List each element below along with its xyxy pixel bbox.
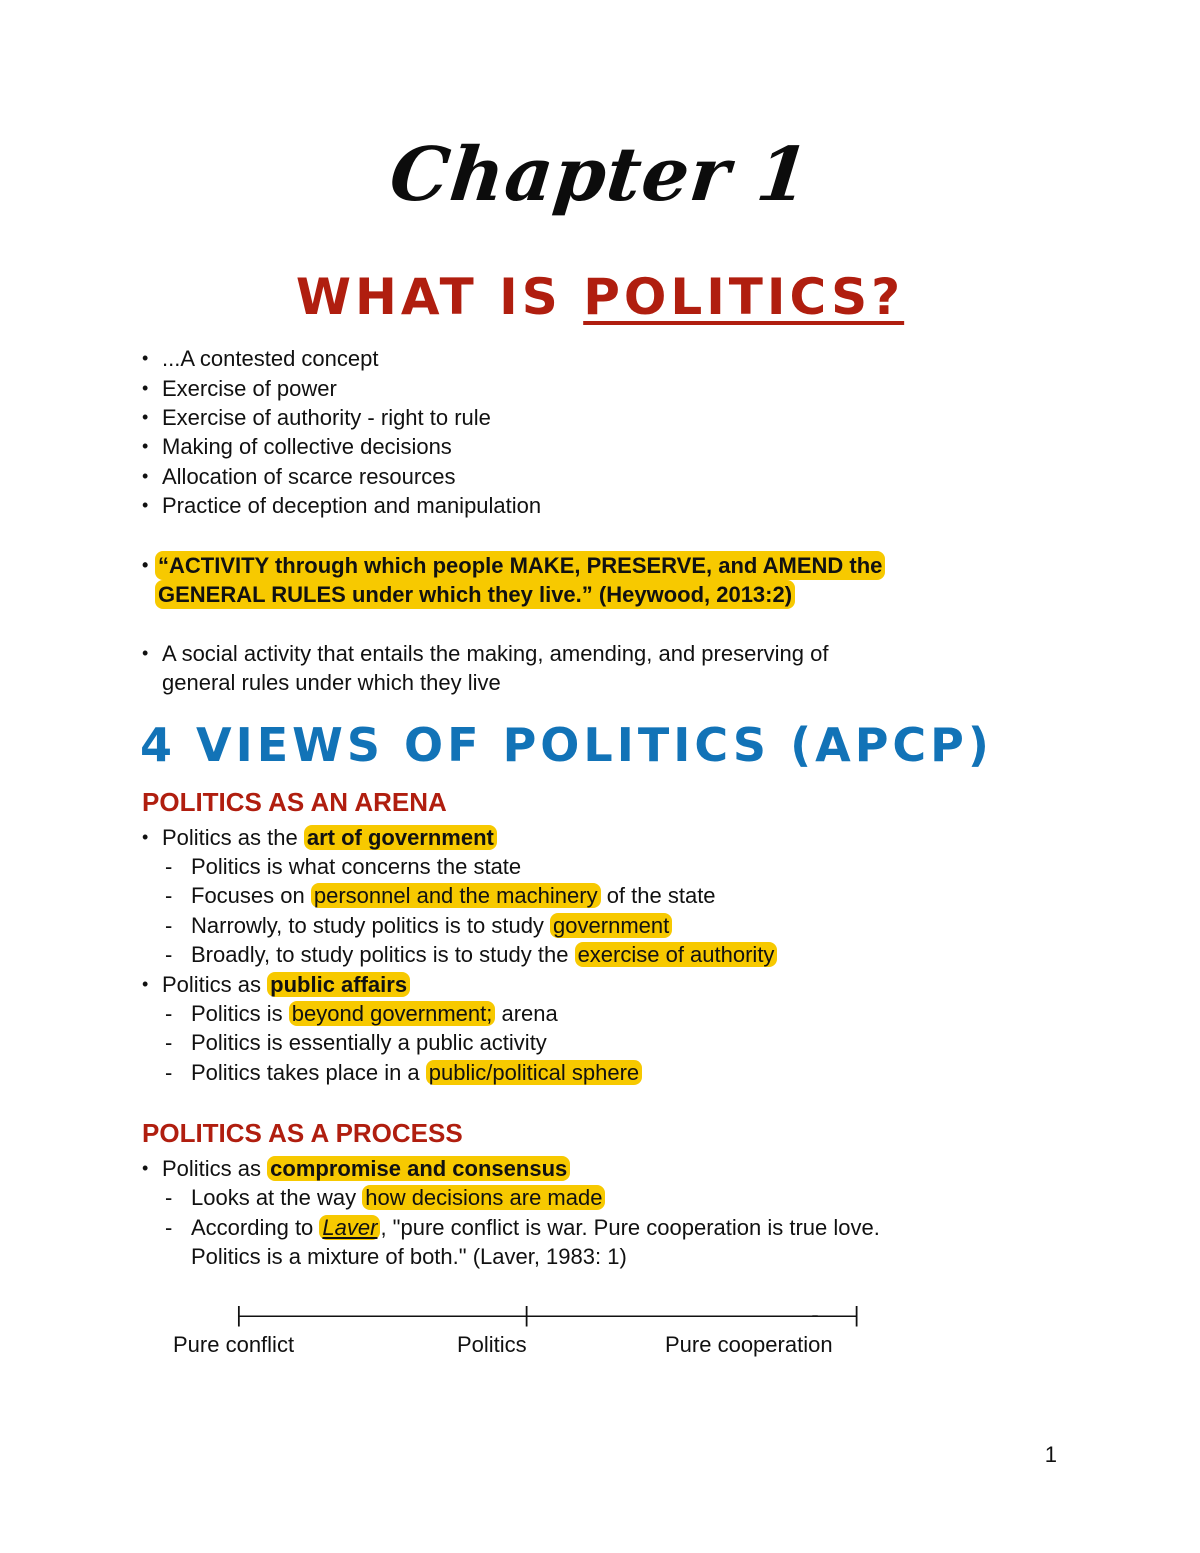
arena-heading: POLITICS AS AN ARENA (142, 787, 447, 817)
sub-text: Focuses on (191, 883, 311, 908)
sub-text: Looks at the way (191, 1185, 363, 1210)
quote-line2: GENERAL RULES under which they live.” (Heywood, 2013:2) (155, 580, 795, 609)
arena-b1-pre: Politics as the (162, 825, 304, 850)
sub-text-post: arena (495, 1001, 558, 1026)
sub-highlight: public/political sphere (426, 1060, 642, 1085)
page-number: 1 (1044, 1442, 1057, 1467)
sub-text: According to (191, 1215, 320, 1240)
sub-highlight: beyond government; (289, 1001, 496, 1026)
process-b1-highlight: compromise and consensus (267, 1156, 570, 1181)
sub-text: Broadly, to study politics is to study the (191, 942, 575, 967)
heading-part1: WHAT IS (295, 268, 584, 326)
spectrum-middle: Politics (457, 1332, 527, 1357)
social-line1: A social activity that entails the making, amending, and preserving of (162, 641, 829, 666)
spectrum-line: |———————————————|———————————————-——| (236, 1302, 857, 1327)
main-heading (0, 268, 1200, 326)
sub-text-post: of the state (600, 883, 716, 908)
list-item-text: Practice of deception and manipulation (162, 493, 542, 518)
laver-highlight: Laver (319, 1215, 380, 1240)
sub-highlight: personnel and the machinery (311, 883, 601, 908)
list-item-text: Exercise of authority - right to rule (162, 405, 491, 430)
quote-line1: “ACTIVITY through which people MAKE, PRESERVE, and AMEND the (155, 551, 885, 580)
sub-text: Politics is essentially a public activity (191, 1030, 547, 1055)
heading-part2: POLITICS? (583, 268, 905, 326)
list-item-text: Making of collective decisions (162, 434, 452, 459)
chapter-title: Chapter 1 (386, 132, 814, 218)
social-line2: general rules under which they live (162, 670, 501, 695)
sub-text: Politics is what concerns the state (191, 854, 522, 879)
process-heading: POLITICS AS A PROCESS (142, 1118, 463, 1148)
sub-text-post: , "pure conflict is war. Pure cooperation is true love. (380, 1215, 880, 1240)
sub-highlight: how decisions are made (362, 1185, 605, 1210)
process-b1-pre: Politics as (162, 1156, 268, 1181)
sub-highlight: exercise of authority (575, 942, 778, 967)
list-item-text: ...A contested concept (162, 346, 379, 371)
sub-text: Politics takes place in a (191, 1060, 426, 1085)
spectrum-right: Pure cooperation (665, 1332, 833, 1357)
spectrum-left: Pure conflict (173, 1332, 295, 1357)
arena-b2-pre: Politics as (162, 972, 268, 997)
list-item-text: Exercise of power (162, 376, 337, 401)
sub-text: Narrowly, to study politics is to study (191, 913, 551, 938)
views-heading: 4 VIEWS OF POLITICS (APCP) (140, 718, 993, 772)
arena-b1-highlight: art of government (304, 825, 497, 850)
list-item-text: Allocation of scarce resources (162, 464, 456, 489)
sub-text: Politics is a mixture of both." (Laver, 1983: 1) (191, 1244, 627, 1269)
sub-text: Politics is (191, 1001, 289, 1026)
arena-b2-highlight: public affairs (267, 972, 410, 997)
sub-highlight: government (550, 913, 672, 938)
